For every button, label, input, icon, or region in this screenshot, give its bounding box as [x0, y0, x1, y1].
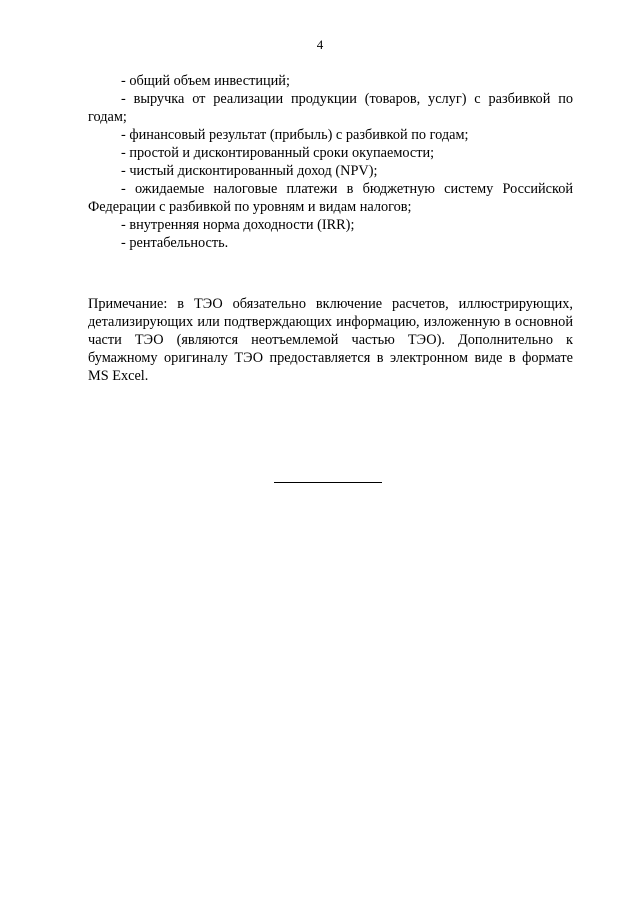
indicator-list [88, 72, 573, 252]
list-item: - общий объем инвестиций; [121, 73, 290, 89]
list-item: - финансовый результат (прибыль) с разбивкой по годам; [121, 127, 469, 143]
list-item: - внутренняя норма доходности (IRR); [121, 217, 355, 233]
list-item: - выручка от реализации продукции (товаров, услуг) с разбивкой по годам; [88, 91, 573, 125]
list-item: - рентабельность. [121, 235, 229, 251]
page-number: 4 [316, 37, 324, 52]
end-of-document-rule [274, 482, 382, 483]
note-paragraph: Примечание: в ТЭО обязательно включение расчетов, иллюстрирующих, детализирующих или подтверждающих информацию, изложенную в основной части ТЭО (являются неотъемлемой частью ТЭО). Дополнительно к бумажному оригиналу ТЭО предоставляется в электронном виде в формате MS Excel. [88, 296, 573, 384]
list-item: - ожидаемые налоговые платежи в бюджетную систему Российской Федерации с разбивкой по уровням и видам налогов; [88, 181, 573, 215]
document-body [88, 72, 573, 385]
list-item: - чистый дисконтированный доход (NPV); [121, 163, 378, 179]
list-item: - простой и дисконтированный сроки окупаемости; [121, 145, 435, 161]
